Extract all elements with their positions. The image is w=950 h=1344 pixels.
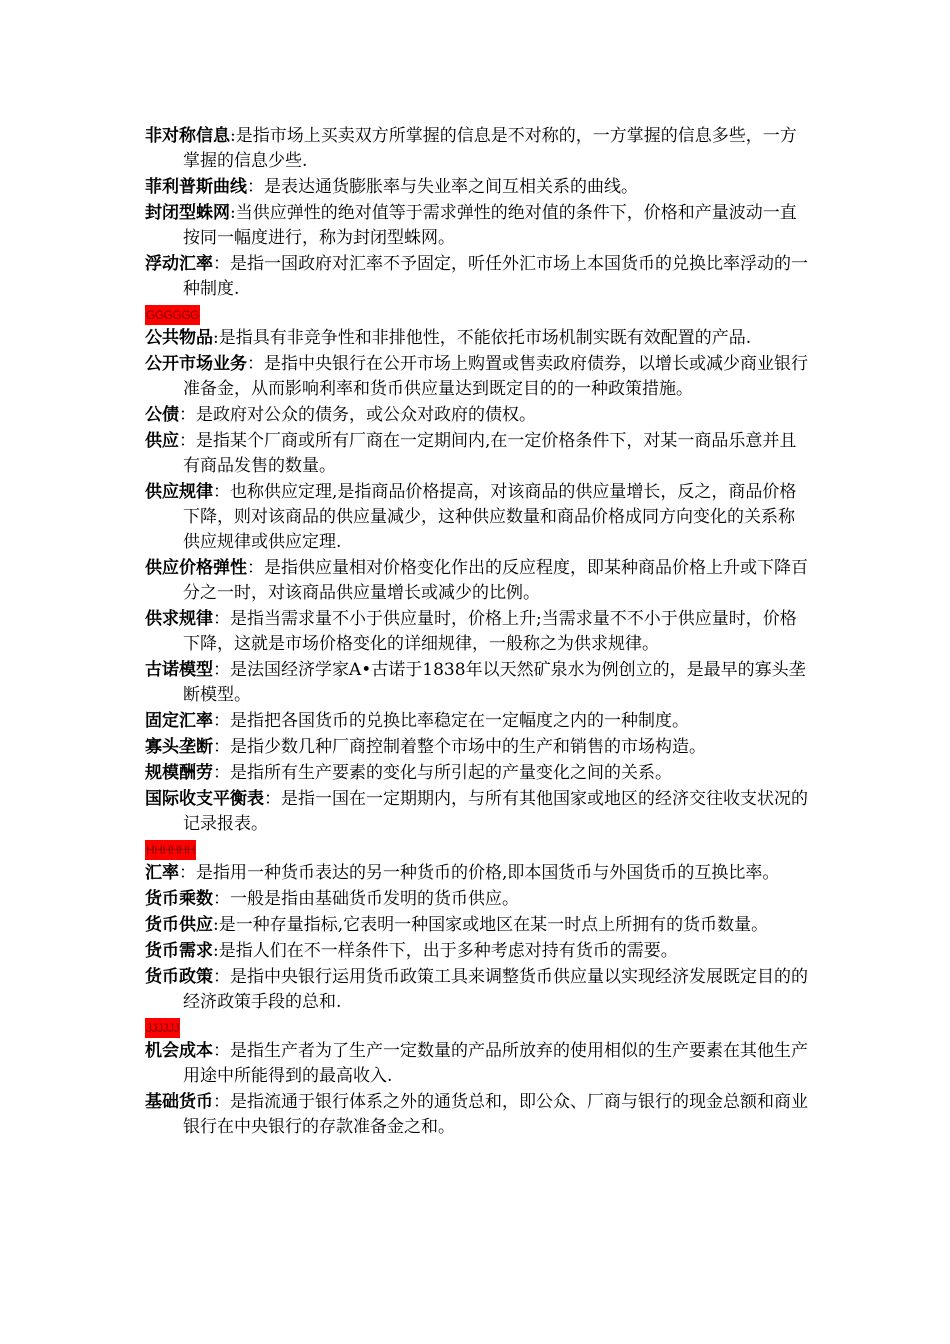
glossary-entry: [145, 403, 810, 428]
glossary-entry: [145, 1039, 810, 1089]
glossary-entry: [145, 252, 810, 302]
glossary-entry: [145, 175, 810, 200]
glossary-definition: 是指把各国货币的兑换比率稳定在一定幅度之内的一种制度。: [230, 711, 689, 731]
section-marker: JJJJJJ: [145, 1018, 180, 1038]
glossary-term: 规模酬劳: [145, 763, 213, 783]
glossary-definition: 是指中央银行在公开市场上购置或售卖政府债券，以增长或减少商业银行准备金，从而影响利率和货币供应量达到既定目的的一种政策措施。: [183, 354, 808, 399]
glossary-definition: 是指一国政府对汇率不予固定，听任外汇市场上本国货币的兑换比率浮动的一种制度.: [183, 254, 808, 299]
glossary-definition: 是指人们在不一样条件下，出于多种考虑对持有货币的需要。: [218, 941, 678, 961]
glossary-definition: 是指生产者为了生产一定数量的产品所放弃的使用相似的生产要素在其他生产用途中所能得到的最高收入.: [183, 1041, 808, 1086]
term-separator: ：: [179, 405, 196, 425]
glossary-definition: 是指用一种货币表达的另一种货币的价格,即本国货币与外国货币的互换比率。: [196, 863, 780, 883]
term-separator: :: [213, 915, 219, 935]
section-marker-row: [145, 303, 810, 326]
glossary-definition: 当供应弹性的绝对值等于需求弹性的绝对值的条件下，价格和产量波动一直按同一幅度进行，称为封闭型蛛网。: [183, 203, 797, 248]
glossary-term: 封闭型蛛网: [145, 203, 230, 223]
term-separator: ：: [213, 889, 230, 909]
glossary-term: 浮动汇率: [145, 254, 213, 274]
glossary-definition: 是表达通货膨胀率与失业率之间互相关系的曲线。: [264, 177, 638, 197]
glossary-term: 供应规律: [145, 482, 213, 502]
glossary-term: 机会成本: [145, 1041, 213, 1061]
term-separator: ：: [247, 558, 264, 578]
term-separator: ：: [213, 482, 230, 502]
glossary-term: 非对称信息: [145, 126, 230, 146]
glossary-entry: [145, 965, 810, 1015]
term-separator: :: [213, 941, 219, 961]
term-separator: ：: [213, 763, 230, 783]
glossary-term: 汇率: [145, 863, 179, 883]
section-marker: GGGGGG: [145, 305, 200, 325]
term-separator: ：: [247, 354, 264, 374]
glossary-definition: 是指流通于银行体系之外的通货总和，即公众、厂商与银行的现金总额和商业银行在中央银行的存款准备金之和。: [183, 1092, 808, 1137]
term-separator: ：: [213, 1092, 230, 1112]
glossary-term: 公共物品: [145, 328, 213, 348]
glossary-entry: [145, 939, 810, 964]
glossary-content: [145, 124, 810, 1141]
glossary-definition: 是指中央银行运用货币政策工具来调整货币供应量以实现经济发展既定目的的经济政策手段的总和.: [183, 967, 808, 1012]
glossary-entry: [145, 709, 810, 734]
glossary-definition: 是法国经济学家A•古诺于1838年以天然矿泉水为例创立的，是最早的寡头垄断模型。: [183, 660, 806, 705]
glossary-definition: 是指供应量相对价格变化作出的反应程度，即某种商品价格上升或下降百分之一时，对该商品供应量增长或减少的比例。: [183, 558, 808, 603]
glossary-entry: [145, 352, 810, 402]
glossary-term: 供应价格弹性: [145, 558, 247, 578]
glossary-term: 公债: [145, 405, 179, 425]
term-separator: ：: [213, 609, 230, 629]
glossary-definition: 是指当需求量不小于供应量时，价格上升;当需求量不不小于供应量时，价格下降，这就是市场价格变化的详细规律，一般称之为供求规律。: [183, 609, 797, 654]
term-separator: ：: [213, 254, 230, 274]
glossary-entry: [145, 861, 810, 886]
glossary-entry: [145, 761, 810, 786]
term-separator: ：: [213, 711, 230, 731]
term-separator: ：: [213, 660, 230, 680]
glossary-term: 货币政策: [145, 967, 213, 987]
glossary-term: 固定汇率: [145, 711, 213, 731]
glossary-definition: 是政府对公众的债务，或公众对政府的债权。: [196, 405, 536, 425]
glossary-definition: 也称供应定理,是指商品价格提高，对该商品的供应量增长，反之，商品价格下降，则对该商品的供应量减少，这种供应数量和商品价格成同方向变化的关系称供应规律或供应定理.: [183, 482, 797, 552]
glossary-term: 公开市场业务: [145, 354, 247, 374]
term-separator: ：: [213, 1041, 230, 1061]
glossary-definition: 是指市场上买卖双方所掌握的信息是不对称的，一方掌握的信息多些，一方掌握的信息少些.: [183, 126, 797, 171]
glossary-term: 寡头垄断: [145, 737, 213, 757]
term-separator: ：: [264, 789, 281, 809]
glossary-entry: [145, 124, 810, 174]
glossary-term: 基础货币: [145, 1092, 213, 1112]
glossary-entry: [145, 787, 810, 837]
glossary-entry: [145, 607, 810, 657]
glossary-term: 货币供应: [145, 915, 213, 935]
term-separator: ：: [213, 737, 230, 757]
glossary-term: 古诺模型: [145, 660, 213, 680]
glossary-entry: [145, 658, 810, 708]
glossary-entry: [145, 480, 810, 555]
glossary-entry: [145, 556, 810, 606]
glossary-entry: [145, 201, 810, 251]
term-separator: :: [230, 203, 236, 223]
term-separator: ：: [247, 177, 264, 197]
glossary-entry: [145, 887, 810, 912]
glossary-term: 菲利普斯曲线: [145, 177, 247, 197]
glossary-term: 供求规律: [145, 609, 213, 629]
glossary-definition: 是指所有生产要素的变化与所引起的产量变化之间的关系。: [230, 763, 672, 783]
term-separator: ：: [179, 863, 196, 883]
glossary-term: 国际收支平衡表: [145, 789, 264, 809]
glossary-entry: [145, 1090, 810, 1140]
glossary-term: 供应: [145, 431, 179, 451]
glossary-definition: 是一种存量指标,它表明一种国家或地区在某一时点上所拥有的货币数量。: [218, 915, 769, 935]
glossary-term: 货币需求: [145, 941, 213, 961]
glossary-entry: [145, 326, 810, 351]
glossary-definition: 是指某个厂商或所有厂商在一定期间内,在一定价格条件下，对某一商品乐意并且有商品发售的数量。: [183, 431, 797, 476]
glossary-definition: 是指具有非竞争性和非排他性，不能依托市场机制实既有效配置的产品.: [218, 328, 752, 348]
glossary-entry: [145, 429, 810, 479]
term-separator: ：: [179, 431, 196, 451]
glossary-definition: 是指少数几种厂商控制着整个市场中的生产和销售的市场构造。: [230, 737, 706, 757]
glossary-entry: [145, 735, 810, 760]
section-marker-row: [145, 838, 810, 861]
glossary-definition: 一般是指由基础货币发明的货币供应。: [230, 889, 519, 909]
term-separator: :: [213, 328, 219, 348]
section-marker-row: [145, 1016, 810, 1039]
term-separator: ：: [213, 967, 230, 987]
section-marker: HHHHHH: [145, 840, 196, 860]
glossary-term: 货币乘数: [145, 889, 213, 909]
glossary-entry: [145, 913, 810, 938]
glossary-definition: 是指一国在一定期期内，与所有其他国家或地区的经济交往收支状况的记录报表。: [183, 789, 808, 834]
term-separator: :: [230, 126, 236, 146]
